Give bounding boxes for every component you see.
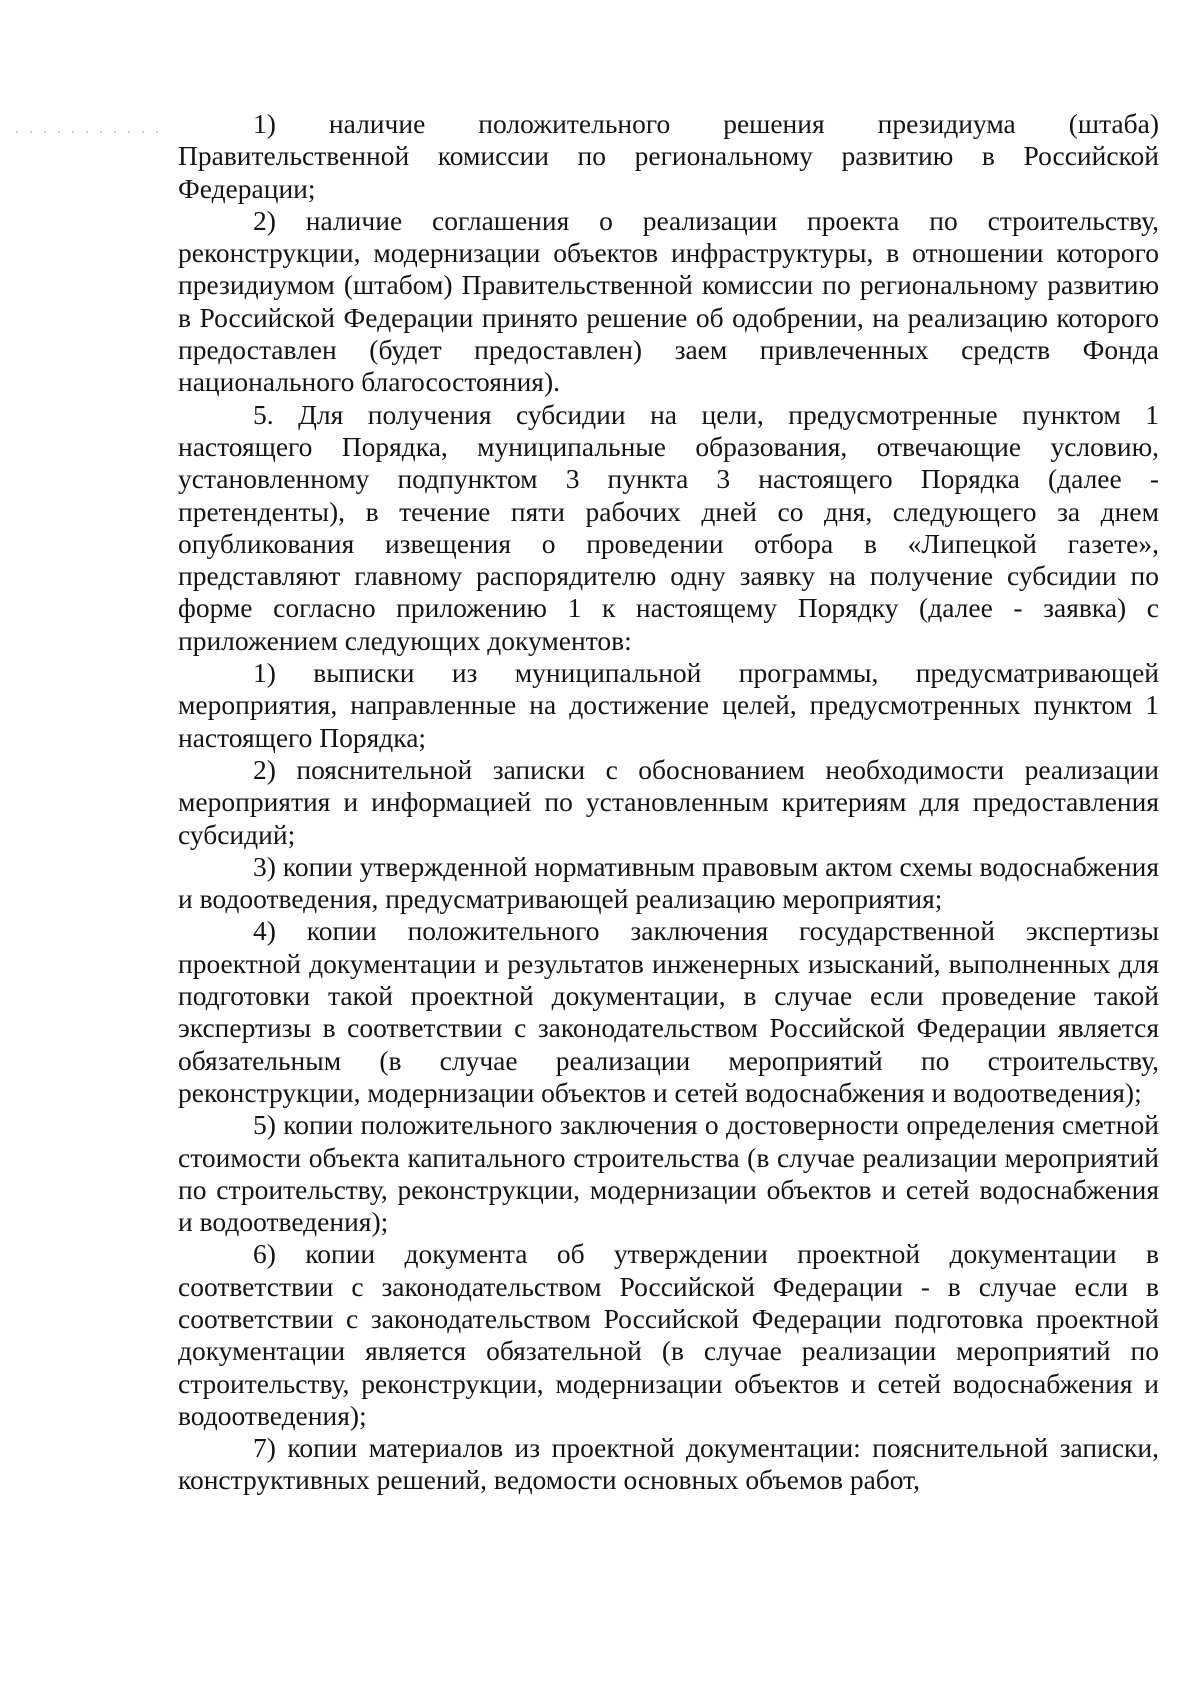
paragraph-doc-4-state-expertise: 4) копии положительного заключения государственной экспертизы проектной документации и результатов инженерных изысканий, выполненных для подготовки такой проектной документации, в случае если проведение такой экспертизы в соответствии с законодательством Российской Федерации является обязательным (в случае реализации мероприятий по строительству, реконструкции, модернизации объектов и сетей водоснабжения и водоотведения); xyxy=(178,915,1159,1108)
paragraph-doc-6-design-approval: 6) копии документа об утверждении проектной документации в соответствии с законодательством Российской Федерации - в случае если в соответствии с законодательством Российской Федерации подготовка проектной документации является обязательной (в случае реализации мероприятий по строительству, реконструкции, модернизации объектов и сетей водоснабжения и водоотведения); xyxy=(178,1238,1159,1431)
paragraph-item-1-presidium-decision: 1) наличие положительного решения президиума (штаба) Правительственной комиссии по региональному развитию в Российской Федерации; xyxy=(178,108,1159,204)
document-page xyxy=(178,108,1159,1497)
paragraph-item-2-agreement: 2) наличие соглашения о реализации проекта по строительству, реконструкции, модернизации объектов инфраструктуры, в отношении которого президиумом (штабом) Правительственной комиссии по региональному развитию в Российской Федерации принято решение об одобрении, на реализацию которого предоставлен (будет предоставлен) заем привлеченных средств Фонда национального благосостояния). xyxy=(178,204,1159,398)
paragraph-doc-7-design-materials: 7) копии материалов из проектной документации: пояснительной записки, конструктивных решений, ведомости основных объемов работ, xyxy=(178,1432,1159,1496)
paragraph-doc-1-program-extract: 1) выписки из муниципальной программы, предусматривающей мероприятия, направленные на достижение целей, предусмотренных пунктом 1 настоящего Порядка; xyxy=(178,657,1159,753)
paragraph-doc-3-water-scheme: 3) копии утвержденной нормативным правовым актом схемы водоснабжения и водоотведения, предусматривающей реализацию мероприятия; xyxy=(178,850,1159,915)
paragraph-doc-2-explanatory-note: 2) пояснительной записки с обоснованием необходимости реализации мероприятия и информацией по установленным критериям для предоставления субсидий; xyxy=(178,753,1159,850)
paragraph-clause-5: 5. Для получения субсидии на цели, предусмотренные пунктом 1 настоящего Порядка, муниципальные образования, отвечающие условию, установленному подпунктом 3 пункта 3 настоящего Порядка (далее - претенденты), в течение пяти рабочих дней со дня, следующего за днем опубликования извещения о проведении отбора в «Липецкой газете», представляют главному распорядителю одну заявку на получение субсидии по форме согласно приложению 1 к настоящему Порядку (далее - заявка) с приложением следующих документов: xyxy=(178,398,1159,656)
scan-artifact-dots xyxy=(10,131,170,133)
paragraph-doc-5-cost-estimate: 5) копии положительного заключения о достоверности определения сметной стоимости объекта капитального строительства (в случае реализации мероприятий по строительству, реконструкции, модернизации объектов и сетей водоснабжения и водоотведения); xyxy=(178,1109,1159,1238)
